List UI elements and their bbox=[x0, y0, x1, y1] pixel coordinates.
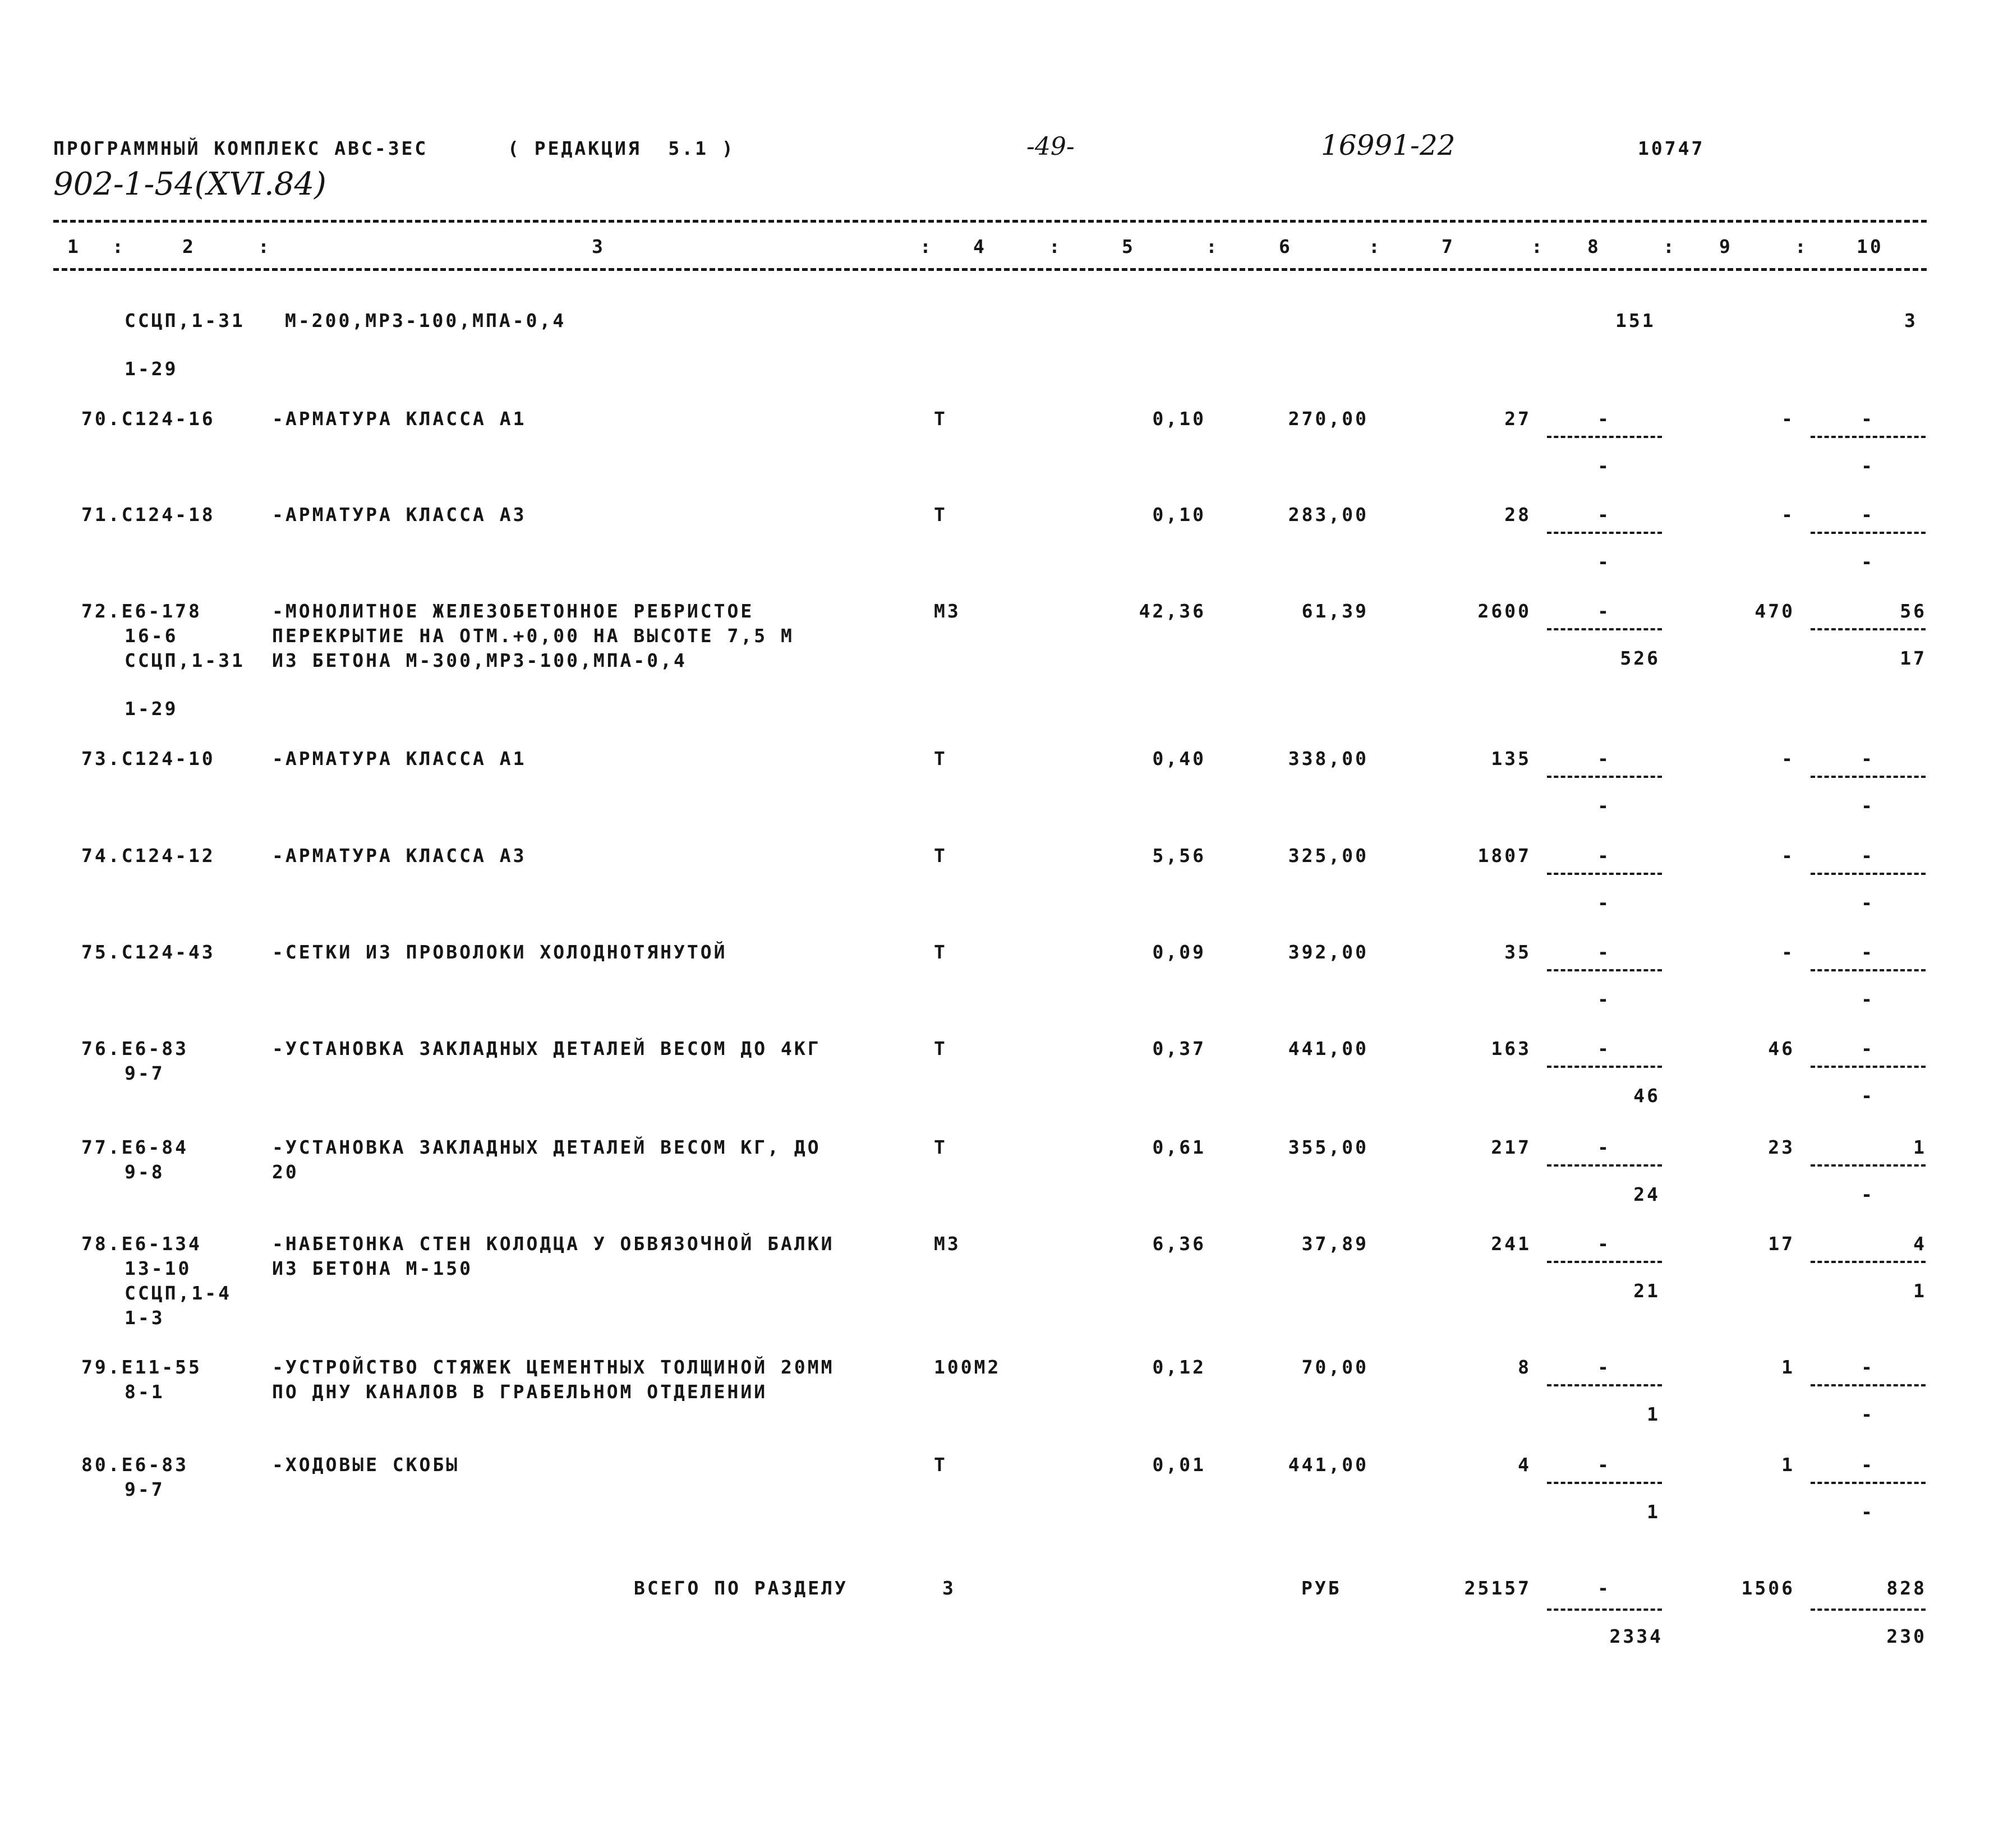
row-quantity: 6,36 bbox=[1152, 1233, 1206, 1255]
row-c9: - bbox=[1781, 845, 1795, 867]
fraction-rule bbox=[1811, 1066, 1926, 1068]
row-quantity: 5,56 bbox=[1152, 845, 1206, 867]
column-number: 6 bbox=[1279, 236, 1292, 257]
column-separator: : bbox=[1795, 236, 1808, 257]
row-code: 77.Е6-84 bbox=[81, 1136, 188, 1158]
table-row bbox=[0, 1453, 1994, 1523]
row-unit: М3 bbox=[934, 1233, 961, 1255]
column-number: 7 bbox=[1442, 236, 1455, 257]
row-total: 28 bbox=[1504, 504, 1531, 526]
row-c10-bottom: - bbox=[1861, 892, 1875, 914]
row-c8-bottom: 1 bbox=[1647, 1501, 1660, 1523]
fraction-rule bbox=[1811, 776, 1926, 778]
row-c9: - bbox=[1781, 504, 1795, 526]
table-row bbox=[0, 1355, 1994, 1425]
summary-total: 25157 bbox=[1464, 1577, 1531, 1599]
fraction-rule bbox=[1811, 1482, 1926, 1484]
row-c8-bottom: - bbox=[1597, 455, 1611, 477]
column-separator: : bbox=[920, 236, 933, 257]
row-unit: Т bbox=[934, 408, 947, 430]
row-c10-top: - bbox=[1861, 504, 1875, 526]
row-total: 8 bbox=[1518, 1356, 1531, 1378]
row-unit: Т bbox=[934, 1136, 947, 1158]
row-unit-price: 441,00 bbox=[1288, 1038, 1369, 1059]
row-c10-bottom: - bbox=[1861, 455, 1875, 477]
row-code: 80.Е6-83 bbox=[81, 1454, 188, 1476]
row-c8-top: - bbox=[1597, 1356, 1611, 1378]
row-unit: Т bbox=[934, 1454, 947, 1476]
summary-c10-top: 828 bbox=[1886, 1577, 1927, 1599]
fraction-rule bbox=[1811, 873, 1926, 875]
row-unit-price: 441,00 bbox=[1288, 1454, 1369, 1476]
column-number: 1 bbox=[67, 236, 81, 257]
row-total: 1807 bbox=[1477, 845, 1531, 867]
row-unit-price: 70,00 bbox=[1301, 1356, 1369, 1378]
header-rule-top bbox=[53, 220, 1927, 223]
row-c10-top: - bbox=[1861, 845, 1875, 867]
row-quantity: 0,40 bbox=[1152, 748, 1206, 769]
fraction-rule bbox=[1547, 436, 1662, 438]
row-c10-top: 4 bbox=[1913, 1233, 1927, 1255]
fraction-rule bbox=[1811, 1384, 1926, 1386]
row-total: 4 bbox=[1518, 1454, 1531, 1476]
row-quantity: 0,61 bbox=[1152, 1136, 1206, 1158]
row-description: -УСТАНОВКА ЗАКЛАДНЫХ ДЕТАЛЕЙ ВЕСОМ ДО 4КГ bbox=[272, 1038, 821, 1059]
row-c9: 23 bbox=[1768, 1136, 1795, 1158]
table-row bbox=[0, 1135, 1994, 1205]
row-c8-bottom: 1 bbox=[1647, 1403, 1660, 1425]
row-c9: 46 bbox=[1768, 1038, 1795, 1059]
table-row bbox=[0, 1232, 1994, 1329]
row-c10-top: - bbox=[1861, 1038, 1875, 1059]
row-code: 74.С124-12 bbox=[81, 845, 215, 867]
row-unit: Т bbox=[934, 504, 947, 526]
row-c8-bottom: 526 bbox=[1620, 647, 1660, 669]
row-c8-top: - bbox=[1597, 1136, 1611, 1158]
row-unit: 100М2 bbox=[934, 1356, 1001, 1378]
row-description: -УСТРОЙСТВО СТЯЖЕК ЦЕМЕНТНЫХ ТОЛЩИНОЙ 20ММ bbox=[272, 1356, 835, 1378]
row-total: 217 bbox=[1491, 1136, 1531, 1158]
row-description: -АРМАТУРА КЛАССА А3 bbox=[272, 504, 527, 526]
row-description: -АРМАТУРА КЛАССА А1 bbox=[272, 748, 527, 769]
row-after-ref: 1-29 bbox=[125, 698, 178, 720]
row-total: 163 bbox=[1491, 1038, 1531, 1059]
row-c10-bottom: - bbox=[1861, 1501, 1875, 1523]
project-code-handwritten: 902-1-54(XVI.84) bbox=[53, 166, 326, 202]
row-description: ИЗ БЕТОНА М-300,МРЗ-100,МПА-0,4 bbox=[272, 649, 687, 671]
column-number: 5 bbox=[1122, 236, 1135, 257]
table-row bbox=[0, 746, 1994, 817]
row-description: -АРМАТУРА КЛАССА А3 bbox=[272, 845, 527, 867]
summary-c10-rule bbox=[1811, 1609, 1926, 1611]
row-unit-price: 37,89 bbox=[1301, 1233, 1369, 1255]
fraction-rule bbox=[1811, 969, 1926, 971]
row-c8-top: - bbox=[1597, 845, 1611, 867]
row-description: -ХОДОВЫЕ СКОБЫ bbox=[272, 1454, 460, 1476]
row-c10-bottom: 1 bbox=[1913, 1280, 1927, 1302]
summary-c10-bottom: 230 bbox=[1886, 1625, 1927, 1647]
row-c9: - bbox=[1781, 748, 1795, 769]
row-c10-bottom: - bbox=[1861, 1403, 1875, 1425]
fraction-rule bbox=[1547, 532, 1662, 534]
row-total: 2600 bbox=[1477, 600, 1531, 622]
row-code: 71.С124-18 bbox=[81, 504, 215, 526]
row-description: -НАБЕТОНКА СТЕН КОЛОДЦА У ОБВЯЗОЧНОЙ БАЛКИ bbox=[272, 1233, 835, 1255]
summary-currency: РУБ bbox=[1301, 1577, 1342, 1599]
prefix-c8: 151 bbox=[1615, 310, 1656, 331]
row-code-sub: 1-3 bbox=[125, 1307, 165, 1329]
row-quantity: 0,10 bbox=[1152, 504, 1206, 526]
prefix-ref: ССЦП,1-31 bbox=[125, 310, 245, 331]
fraction-rule bbox=[1811, 436, 1926, 438]
edition-label: ( РЕДАКЦИЯ 5.1 ) bbox=[508, 137, 735, 159]
row-unit-price: 61,39 bbox=[1301, 600, 1369, 622]
row-description: ПО ДНУ КАНАЛОВ В ГРАБЕЛЬНОМ ОТДЕЛЕНИИ bbox=[272, 1381, 768, 1403]
column-number: 8 bbox=[1587, 236, 1601, 257]
summary-section: 3 bbox=[942, 1577, 956, 1599]
column-number: 9 bbox=[1719, 236, 1733, 257]
column-separator: : bbox=[112, 236, 126, 257]
column-separator: : bbox=[258, 236, 271, 257]
fraction-rule bbox=[1547, 873, 1662, 875]
table-row bbox=[0, 599, 1994, 720]
row-unit-price: 325,00 bbox=[1288, 845, 1369, 867]
row-quantity: 42,36 bbox=[1139, 600, 1206, 622]
sheet-number: 10747 bbox=[1638, 137, 1705, 159]
row-total: 135 bbox=[1491, 748, 1531, 769]
row-quantity: 0,10 bbox=[1152, 408, 1206, 430]
fraction-rule bbox=[1547, 628, 1662, 630]
fraction-rule bbox=[1547, 1066, 1662, 1068]
row-c8-bottom: 21 bbox=[1633, 1280, 1660, 1302]
row-c10-top: - bbox=[1861, 748, 1875, 769]
row-code-sub: 13-10 bbox=[125, 1257, 192, 1279]
row-quantity: 0,12 bbox=[1152, 1356, 1206, 1378]
row-c9: 470 bbox=[1754, 600, 1795, 622]
row-c10-top: - bbox=[1861, 408, 1875, 430]
row-quantity: 0,09 bbox=[1152, 941, 1206, 963]
column-separator: : bbox=[1663, 236, 1677, 257]
row-c8-top: - bbox=[1597, 941, 1611, 963]
fraction-rule bbox=[1811, 1164, 1926, 1167]
column-number: 3 bbox=[592, 236, 605, 257]
row-code-sub: ССЦП,1-4 bbox=[125, 1282, 232, 1304]
program-title: ПРОГРАММНЫЙ КОМПЛЕКС АВС-3ЕС bbox=[53, 137, 429, 159]
row-description: ИЗ БЕТОНА М-150 bbox=[272, 1257, 473, 1279]
row-unit: Т bbox=[934, 845, 947, 867]
row-code: 75.С124-43 bbox=[81, 941, 215, 963]
row-description: -АРМАТУРА КЛАССА А1 bbox=[272, 408, 527, 430]
prefix-c10: 3 bbox=[1904, 310, 1918, 331]
row-description: -СЕТКИ ИЗ ПРОВОЛОКИ ХОЛОДНОТЯНУТОЙ bbox=[272, 941, 727, 963]
row-quantity: 0,01 bbox=[1152, 1454, 1206, 1476]
column-separator: : bbox=[1049, 236, 1062, 257]
row-c8-bottom: - bbox=[1597, 988, 1611, 1010]
row-unit-price: 338,00 bbox=[1288, 748, 1369, 769]
column-number: 10 bbox=[1857, 236, 1884, 257]
row-unit: Т bbox=[934, 748, 947, 769]
row-c9: - bbox=[1781, 941, 1795, 963]
row-unit-price: 283,00 bbox=[1288, 504, 1369, 526]
row-unit-price: 355,00 bbox=[1288, 1136, 1369, 1158]
row-c10-top: 56 bbox=[1900, 600, 1927, 622]
row-c8-top: - bbox=[1597, 1038, 1611, 1059]
row-c8-top: - bbox=[1597, 600, 1611, 622]
row-code: 76.Е6-83 bbox=[81, 1038, 188, 1059]
row-code-sub: 9-7 bbox=[125, 1478, 165, 1500]
row-quantity: 0,37 bbox=[1152, 1038, 1206, 1059]
column-number: 4 bbox=[973, 236, 987, 257]
row-c10-bottom: 17 bbox=[1900, 647, 1927, 669]
row-c10-bottom: - bbox=[1861, 795, 1875, 817]
row-code: 78.Е6-134 bbox=[81, 1233, 202, 1255]
row-code: 79.Е11-55 bbox=[81, 1356, 202, 1378]
fraction-rule bbox=[1547, 776, 1662, 778]
row-c8-top: - bbox=[1597, 1233, 1611, 1255]
row-unit-price: 392,00 bbox=[1288, 941, 1369, 963]
table-row bbox=[0, 407, 1994, 477]
fraction-rule bbox=[1547, 969, 1662, 971]
summary-c8-top: - bbox=[1597, 1577, 1611, 1599]
fraction-rule bbox=[1547, 1384, 1662, 1386]
prefix-desc: М-200,МРЗ-100,МПА-0,4 bbox=[285, 310, 567, 331]
row-c8-bottom: - bbox=[1597, 795, 1611, 817]
fraction-rule bbox=[1547, 1482, 1662, 1484]
row-c9: - bbox=[1781, 408, 1795, 430]
table-row bbox=[0, 940, 1994, 1010]
document-number-handwritten: 16991-22 bbox=[1321, 129, 1456, 162]
summary-label: ВСЕГО ПО РАЗДЕЛУ bbox=[634, 1577, 848, 1599]
row-code: 73.С124-10 bbox=[81, 748, 215, 769]
row-c10-top: - bbox=[1861, 941, 1875, 963]
table-row bbox=[0, 1036, 1994, 1107]
row-unit: Т bbox=[934, 941, 947, 963]
column-separator: : bbox=[1206, 236, 1219, 257]
table-row bbox=[0, 503, 1994, 573]
row-description: ПЕРЕКРЫТИЕ НА ОТМ.+0,00 НА ВЫСОТЕ 7,5 М bbox=[272, 625, 794, 647]
header-rule-bottom bbox=[53, 268, 1927, 271]
summary-c8-bottom: 2334 bbox=[1609, 1625, 1663, 1647]
row-description: -УСТАНОВКА ЗАКЛАДНЫХ ДЕТАЛЕЙ ВЕСОМ КГ, ДО bbox=[272, 1136, 821, 1158]
row-unit-price: 270,00 bbox=[1288, 408, 1369, 430]
row-unit: Т bbox=[934, 1038, 947, 1059]
row-code: 72.Е6-178 bbox=[81, 600, 202, 622]
fraction-rule bbox=[1547, 1164, 1662, 1167]
row-code-sub: 8-1 bbox=[125, 1381, 165, 1403]
row-description: -МОНОЛИТНОЕ ЖЕЛЕЗОБЕТОННОЕ РЕБРИСТОЕ bbox=[272, 600, 754, 622]
row-c8-bottom: - bbox=[1597, 551, 1611, 573]
table-row bbox=[0, 844, 1994, 914]
column-number: 2 bbox=[182, 236, 196, 257]
row-c10-top: - bbox=[1861, 1454, 1875, 1476]
page-number: -49- bbox=[1026, 132, 1075, 161]
row-total: 27 bbox=[1504, 408, 1531, 430]
row-c8-top: - bbox=[1597, 748, 1611, 769]
row-code-sub: 9-8 bbox=[125, 1161, 165, 1183]
row-code-sub: ССЦП,1-31 bbox=[125, 649, 245, 671]
row-total: 241 bbox=[1491, 1233, 1531, 1255]
row-c9: 17 bbox=[1768, 1233, 1795, 1255]
row-c10-top: - bbox=[1861, 1356, 1875, 1378]
summary-c9: 1506 bbox=[1741, 1577, 1795, 1599]
row-c8-bottom: - bbox=[1597, 892, 1611, 914]
fraction-rule bbox=[1811, 628, 1926, 630]
column-separator: : bbox=[1369, 236, 1382, 257]
row-c10-bottom: - bbox=[1861, 551, 1875, 573]
row-c8-top: - bbox=[1597, 504, 1611, 526]
prefix-ref2: 1-29 bbox=[125, 358, 178, 380]
summary-c8-rule bbox=[1547, 1609, 1662, 1611]
row-c9: 1 bbox=[1781, 1454, 1795, 1476]
row-code-sub: 16-6 bbox=[125, 625, 178, 647]
row-code-sub: 9-7 bbox=[125, 1062, 165, 1084]
row-c8-bottom: 46 bbox=[1633, 1085, 1660, 1107]
row-code: 70.С124-16 bbox=[81, 408, 215, 430]
column-separator: : bbox=[1531, 236, 1545, 257]
row-c10-top: 1 bbox=[1913, 1136, 1927, 1158]
row-c10-bottom: - bbox=[1861, 988, 1875, 1010]
row-c10-bottom: - bbox=[1861, 1183, 1875, 1205]
row-c8-bottom: 24 bbox=[1633, 1183, 1660, 1205]
row-description: 20 bbox=[272, 1161, 299, 1183]
row-c8-top: - bbox=[1597, 408, 1611, 430]
fraction-rule bbox=[1811, 1261, 1926, 1263]
row-c9: 1 bbox=[1781, 1356, 1795, 1378]
fraction-rule bbox=[1547, 1261, 1662, 1263]
fraction-rule bbox=[1811, 532, 1926, 534]
row-c10-bottom: - bbox=[1861, 1085, 1875, 1107]
row-c8-top: - bbox=[1597, 1454, 1611, 1476]
row-total: 35 bbox=[1504, 941, 1531, 963]
row-unit: М3 bbox=[934, 600, 961, 622]
